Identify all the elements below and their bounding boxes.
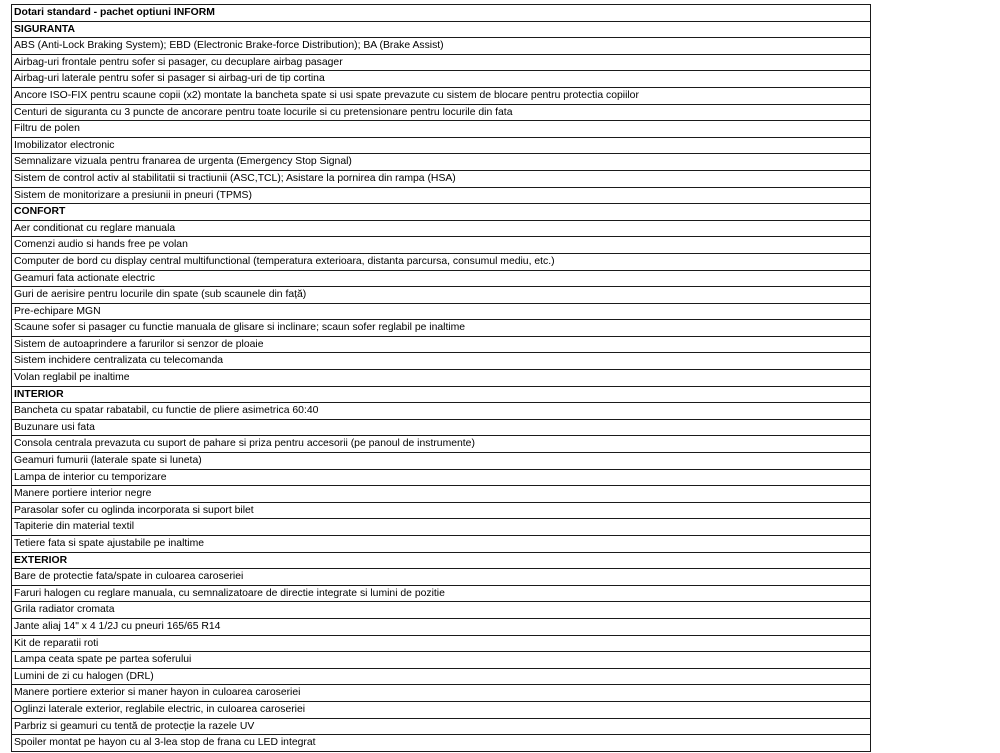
section-heading: SIGURANTA: [12, 21, 871, 38]
table-row: [12, 735, 871, 752]
equipment-item: Pre-echipare MGN: [12, 303, 871, 320]
table-row: [12, 38, 871, 55]
table-row: [12, 569, 871, 586]
equipment-item: Spoiler montat pe hayon cu al 3-lea stop de frana cu LED integrat: [12, 735, 871, 752]
table-row: [12, 453, 871, 470]
table-title-row: [12, 5, 871, 22]
equipment-spec-table: [11, 4, 871, 752]
table-row: [12, 187, 871, 204]
equipment-item: Ancore ISO-FIX pentru scaune copii (x2) montate la bancheta spate si usi spate prevazute cu sistem de blocare pentru protectia copiilor: [12, 87, 871, 104]
table-row: [12, 137, 871, 154]
equipment-item: Bancheta cu spatar rabatabil, cu functie de pliere asimetrica 60:40: [12, 403, 871, 420]
equipment-item: Tetiere fata si spate ajustabile pe inaltime: [12, 536, 871, 553]
table-title: Dotari standard - pachet optiuni INFORM: [12, 5, 871, 22]
section-heading: EXTERIOR: [12, 552, 871, 569]
equipment-item: Bare de protectie fata/spate in culoarea caroseriei: [12, 569, 871, 586]
section-header-row: [12, 552, 871, 569]
table-row: [12, 652, 871, 669]
equipment-item: Airbag-uri frontale pentru sofer si pasager, cu decuplare airbag pasager: [12, 54, 871, 71]
table-row: [12, 303, 871, 320]
equipment-item: Manere portiere exterior si maner hayon in culoarea caroseriei: [12, 685, 871, 702]
equipment-item: ABS (Anti-Lock Braking System); EBD (Electronic Brake-force Distribution); BA (Brake Assist): [12, 38, 871, 55]
equipment-item: Kit de reparatii roti: [12, 635, 871, 652]
equipment-item: Sistem inchidere centralizata cu telecomanda: [12, 353, 871, 370]
table-row: [12, 121, 871, 138]
spec-table-body: [12, 5, 871, 752]
table-row: [12, 320, 871, 337]
table-row: [12, 536, 871, 553]
table-row: [12, 270, 871, 287]
equipment-item: Jante aliaj 14" x 4 1/2J cu pneuri 165/65 R14: [12, 618, 871, 635]
table-row: [12, 718, 871, 735]
equipment-item: Parasolar sofer cu oglinda incorporata si suport bilet: [12, 502, 871, 519]
table-row: [12, 154, 871, 171]
equipment-item: Computer de bord cu display central multifunctional (temperatura exterioara, distanta parcursa, consumul mediu, etc.): [12, 253, 871, 270]
table-row: [12, 370, 871, 387]
table-row: [12, 54, 871, 71]
section-heading: INTERIOR: [12, 386, 871, 403]
table-row: [12, 87, 871, 104]
equipment-item: Faruri halogen cu reglare manuala, cu semnalizatoare de directie integrate si lumini de pozitie: [12, 585, 871, 602]
table-row: [12, 668, 871, 685]
equipment-item: Guri de aerisire pentru locurile din spate (sub scaunele din față): [12, 287, 871, 304]
table-row: [12, 618, 871, 635]
table-row: [12, 104, 871, 121]
equipment-item: Airbag-uri laterale pentru sofer si pasager si airbag-uri de tip cortina: [12, 71, 871, 88]
equipment-item: Grila radiator cromata: [12, 602, 871, 619]
table-row: [12, 585, 871, 602]
equipment-item: Sistem de control activ al stabilitatii si tractiunii (ASC,TCL); Asistare la pornirea din rampa (HSA): [12, 170, 871, 187]
table-row: [12, 436, 871, 453]
equipment-item: Sistem de autoaprindere a farurilor si senzor de ploaie: [12, 336, 871, 353]
equipment-item: Parbriz si geamuri cu tentă de protecție la razele UV: [12, 718, 871, 735]
equipment-item: Buzunare usi fata: [12, 419, 871, 436]
table-row: [12, 220, 871, 237]
table-row: [12, 469, 871, 486]
section-header-row: [12, 21, 871, 38]
equipment-item: Manere portiere interior negre: [12, 486, 871, 503]
section-header-row: [12, 386, 871, 403]
equipment-item: Volan reglabil pe inaltime: [12, 370, 871, 387]
equipment-item: Semnalizare vizuala pentru franarea de urgenta (Emergency Stop Signal): [12, 154, 871, 171]
equipment-item: Geamuri fumurii (laterale spate si luneta): [12, 453, 871, 470]
table-row: [12, 635, 871, 652]
table-row: [12, 685, 871, 702]
table-row: [12, 170, 871, 187]
table-row: [12, 502, 871, 519]
table-row: [12, 237, 871, 254]
equipment-item: Oglinzi laterale exterior, reglabile electric, in culoarea caroseriei: [12, 701, 871, 718]
equipment-item: Imobilizator electronic: [12, 137, 871, 154]
table-row: [12, 486, 871, 503]
table-row: [12, 253, 871, 270]
equipment-item: Consola centrala prevazuta cu suport de pahare si priza pentru accesorii (pe panoul de instrumente): [12, 436, 871, 453]
equipment-item: Comenzi audio si hands free pe volan: [12, 237, 871, 254]
table-row: [12, 403, 871, 420]
table-row: [12, 353, 871, 370]
equipment-item: Filtru de polen: [12, 121, 871, 138]
table-row: [12, 701, 871, 718]
equipment-item: Tapiterie din material textil: [12, 519, 871, 536]
table-row: [12, 71, 871, 88]
equipment-item: Geamuri fata actionate electric: [12, 270, 871, 287]
table-row: [12, 602, 871, 619]
table-row: [12, 419, 871, 436]
equipment-item: Centuri de siguranta cu 3 puncte de ancorare pentru toate locurile si cu pretensionare pentru locurile din fata: [12, 104, 871, 121]
section-heading: CONFORT: [12, 204, 871, 221]
table-row: [12, 519, 871, 536]
table-row: [12, 336, 871, 353]
section-header-row: [12, 204, 871, 221]
table-row: [12, 287, 871, 304]
equipment-item: Aer conditionat cu reglare manuala: [12, 220, 871, 237]
equipment-item: Sistem de monitorizare a presiunii in pneuri (TPMS): [12, 187, 871, 204]
equipment-item: Scaune sofer si pasager cu functie manuala de glisare si inclinare; scaun sofer reglabil pe inaltime: [12, 320, 871, 337]
equipment-item: Lampa de interior cu temporizare: [12, 469, 871, 486]
equipment-item: Lampa ceata spate pe partea soferului: [12, 652, 871, 669]
equipment-item: Lumini de zi cu halogen (DRL): [12, 668, 871, 685]
